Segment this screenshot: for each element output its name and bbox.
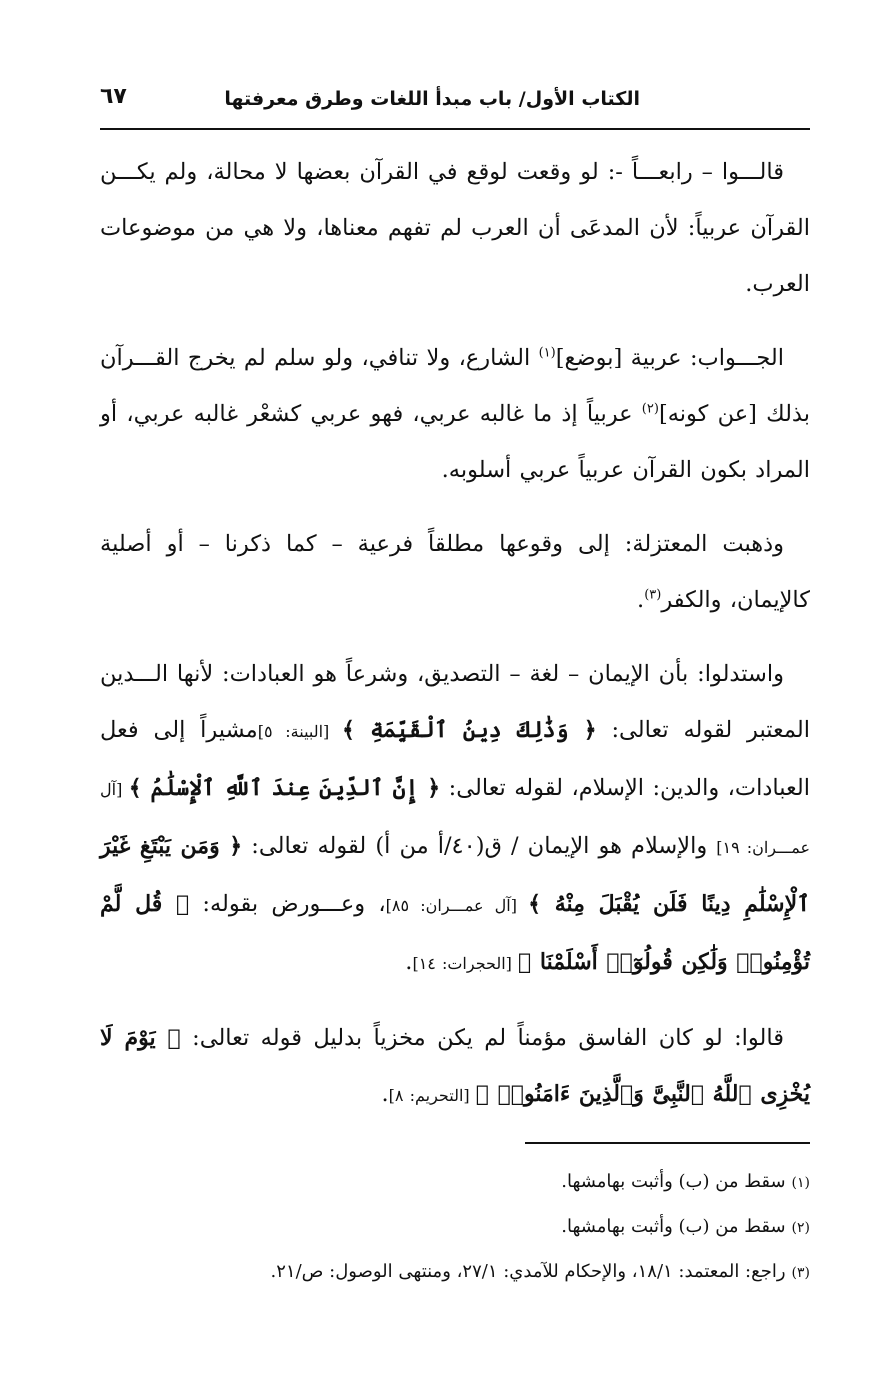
footnote-text-2: سقط من (ب) وأثبت بهامشها. bbox=[561, 1216, 786, 1237]
book-page bbox=[100, 78, 811, 1282]
footnote-text-1: سقط من (ب) وأثبت بهامشها. bbox=[561, 1171, 786, 1192]
quran-verse-3: ﴿ وَمَن يَبْتَغِ غَيْرَ ٱلْإِسْلَٰمِ دِينًا فَلَن يُقْبَلَ مِنْهُ ﴾ bbox=[100, 833, 811, 917]
paragraph-1-text: قالـــوا – رابعـــاً -: لو وقعت لوقع في القرآن بعضها لا محالة، ولم يكـــن القرآن عربياً: لأن المدعَى أن العرب لم تفهم معناها، ولا هي من موضوعات العرب. bbox=[100, 159, 810, 297]
verse-reference-5: [التحريم: ٨] bbox=[388, 1086, 476, 1105]
quran-verse-4: ﴿ قُل لَّمْ تُؤْمِنُوا۟ وَلَٰكِن قُولُوٓا۟ أَسْلَمْنَا ﴾ bbox=[100, 891, 810, 975]
paragraph-2-text-c: عربياً إذ ما غالبه عربي، فهو عربي كشعْر غالبه عربي، أو المراد بكون القرآن عربياً عربي أسلوبه. bbox=[100, 401, 810, 483]
paragraph-4-text-5: . bbox=[405, 949, 413, 975]
quran-verse-1: ﴿ وَذَٰلِكَ دِينُ ٱلْقَيِّمَةِ ﴾ bbox=[342, 717, 597, 743]
footnote-number-1: (١) bbox=[791, 1175, 810, 1191]
footnotes bbox=[100, 1166, 810, 1289]
footnote-separator bbox=[100, 1142, 810, 1144]
paragraph-4-text-1: واستدلوا: بأن الإيمان – لغة – التصديق، وشرعاً هو العبادات: لأنها الـــدين المعتبر لقوله تعالى: bbox=[100, 661, 810, 743]
paragraph-5-text-1: قالوا: لو كان الفاسق مؤمناً لم يكن مخزياً بدليل قوله تعالى: bbox=[180, 1025, 785, 1051]
footnote-ref-1[interactable]: (١) bbox=[538, 345, 556, 361]
paragraph-2-text-b: الشارع، ولا تنافي، ولو سلم لم يخرج القـــرآن بذلك [عن كونه] bbox=[100, 345, 810, 427]
paragraph-3 bbox=[100, 516, 810, 628]
footnote-text-3: راجع: المعتمد: ١٨/١، والإحكام للآمدي: ٢٧/١، ومنتهى الوصول: ص/٢١. bbox=[270, 1261, 786, 1282]
footnote-3 bbox=[100, 1256, 810, 1289]
paragraph-4-text-2: مشيراً إلى فعل العبادات، والدين: الإسلام، لقوله تعالى: bbox=[100, 717, 810, 801]
paragraph-4-text-3: والإسلام هو الإيمان / ق(٤٠/أ من أ) لقوله تعالى: bbox=[242, 833, 717, 859]
verse-reference-4: [الحجرات: ١٤] bbox=[412, 954, 518, 973]
footnote-number-3: (٣) bbox=[791, 1265, 810, 1281]
verse-reference-1: [البينة: ٥] bbox=[257, 722, 343, 741]
page-header bbox=[100, 78, 810, 130]
verse-reference-2: [آل عمـــران: ١٩] bbox=[100, 780, 810, 857]
paragraph-4-text-4: ، وعـــورض بقوله: bbox=[189, 891, 386, 917]
footnote-2 bbox=[100, 1211, 810, 1244]
paragraph-1 bbox=[100, 144, 810, 312]
footnote-number-2: (٢) bbox=[791, 1220, 810, 1236]
paragraph-5 bbox=[100, 1010, 810, 1124]
footnote-1 bbox=[100, 1166, 810, 1199]
paragraph-3-text-a: وذهبت المعتزلة: إلى وقوعها مطلقاً فرعية – كما ذكرنا – أو أصلية كالإيمان، والكفر bbox=[100, 531, 810, 613]
paragraph-3-text-b: . bbox=[637, 587, 645, 613]
paragraph-2-text-a: الجـــواب: عربية [بوضع] bbox=[555, 345, 785, 371]
quran-verse-5: ﴿ يَوْمَ لَا يُخْزِى ٱللَّهُ ٱلنَّبِىَّ وَٱلَّذِينَ ءَامَنُوا۟ ﴾ bbox=[100, 1025, 810, 1107]
paragraph-2 bbox=[100, 330, 810, 498]
quran-verse-2: ﴿ إِنَّ ٱلدِّينَ عِندَ ٱللَّهِ ٱلْإِسْلَٰمُ ﴾ bbox=[128, 775, 441, 801]
paragraph-5-text-2: . bbox=[381, 1081, 389, 1107]
page-body bbox=[100, 144, 810, 1289]
footnote-ref-2[interactable]: (٢) bbox=[641, 401, 659, 417]
page-number: ٦٧ bbox=[100, 84, 127, 109]
footnote-ref-3[interactable]: (٣) bbox=[644, 587, 662, 603]
footnote-separator-line bbox=[525, 1142, 810, 1144]
running-title: الكتاب الأول/ باب مبدأ اللغات وطرق معرفتها bbox=[224, 88, 640, 110]
paragraph-4 bbox=[100, 646, 810, 992]
verse-reference-3: [آل عمـــران: ٨٥] bbox=[385, 896, 529, 915]
